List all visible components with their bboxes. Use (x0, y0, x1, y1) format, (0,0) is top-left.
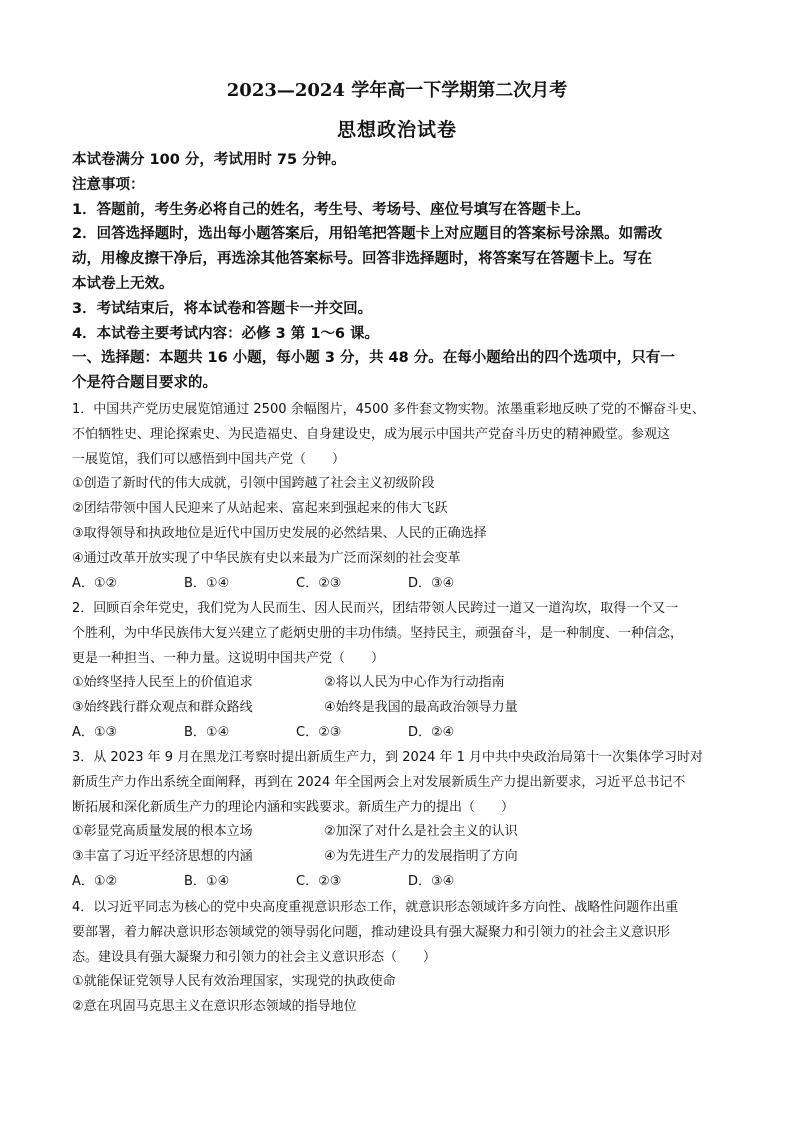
question-3 (72, 746, 732, 895)
question-4 (72, 896, 732, 1020)
question-2-stem-line-2: 个胜利，为中华民族伟大复兴建立了彪炳史册的丰功伟绩。坚持民主，顽强奋斗，是一种制度、一种信念， (72, 625, 684, 641)
choice-d: D．②④ (408, 724, 455, 740)
choice-c: C．②③ (296, 873, 342, 889)
question-3-statements-row-1 (72, 820, 732, 845)
question-4-stem-line-2: 要部署，着力解决意识形态领域党的领导弱化问题，推动建设具有强大凝聚力和引领力的社会主义意识形 (72, 924, 671, 940)
choice-b: B．①④ (184, 873, 230, 889)
score-time-note: 本试卷满分 100 分，考试用时 75 分钟。 (72, 152, 346, 168)
question-1-choices (72, 572, 732, 597)
question-3-statement-2: ②加深了对什么是社会主义的认识 (324, 824, 518, 840)
question-4-stem-line-3: 态。建设具有强大凝聚力和引领力的社会主义意识形态（ ） (72, 949, 437, 965)
choice-c: C．②③ (296, 724, 342, 740)
question-3-stem-line-1: 3．从 2023 年 9 月在黑龙江考察时提出新质生产力，到 2024 年 1 月中共中央政治局第十一次集体学习时对 (72, 750, 704, 765)
notice-heading: 注意事项： (72, 176, 145, 193)
question-3-statement-1: ①彰显党高质量发展的根本立场 (72, 824, 253, 840)
choice-c: C．②③ (296, 575, 342, 591)
question-3-statement-4: ④为先进生产力的发展指明了方向 (324, 849, 518, 865)
question-1-statement-4: ④通过改革开放实现了中华民族有史以来最为广泛而深刻的社会变革 (72, 550, 461, 566)
question-4-stem-line-1: 4．以习近平同志为核心的党中央高度重视意识形态工作，就意识形态领域许多方向性、战略性问题作出重 (72, 900, 679, 915)
choice-a: A．①② (72, 575, 118, 591)
exam-title: 2023—2024 学年高一下学期第二次月考 (226, 80, 568, 101)
question-4-statement-2: ②意在巩固马克思主义在意识形态领域的指导地位 (72, 999, 357, 1015)
question-3-statement-3: ③丰富了习近平经济思想的内涵 (72, 849, 253, 865)
choice-b: B．①④ (184, 575, 230, 591)
question-3-stem-line-3: 断拓展和深化新质生产力的理论内涵和实践要求。新质生产力的提出（ ） (72, 799, 515, 815)
notice-item-3: 3．考试结束后，将本试卷和答题卡一并交回。 (72, 300, 373, 317)
question-2-choices (72, 721, 732, 746)
choice-a: A．①② (72, 873, 118, 889)
question-1 (72, 398, 732, 596)
notice-item-2-line-1: 2．回答选择题时，选出每小题答案后，用铅笔把答题卡上对应题目的答案标号涂黑。如需改 (72, 226, 663, 243)
question-1-statement-2: ②团结带领中国人民迎来了从站起来、富起来到强起来的伟大飞跃 (72, 501, 448, 517)
notice-item-2-line-2: 动，用橡皮擦干净后，再选涂其他答案标号。回答非选择题时，将答案写在答题卡上。写在 (72, 251, 652, 268)
question-1-stem-line-3: 一展览馆，我们可以感悟到中国共产党（ ） (72, 451, 346, 467)
question-2-statement-4: ④始终是我国的最高政治领导力量 (324, 700, 518, 716)
question-1-stem-line-2: 不怕牺牲史、理论探索史、为民造福史、自身建设史，成为展示中国共产党奋斗历史的精神殿堂。参观这 (72, 426, 671, 442)
notice-section (72, 148, 732, 396)
question-2-statement-1: ①始终坚持人民至上的价值追求 (72, 675, 253, 691)
question-2-stem-line-3: 更是一种担当、一种力量。这说明中国共产党（ ） (72, 650, 385, 666)
choice-a: A．①③ (72, 724, 118, 740)
choice-d: D．③④ (408, 873, 455, 889)
notice-item-2-line-3: 本试卷上无效。 (72, 275, 174, 292)
section-heading-line-2: 个是符合题目要求的。 (72, 375, 217, 392)
question-1-statement-3: ③取得领导和执政地位是近代中国历史发展的必然结果、人民的正确选择 (72, 525, 487, 541)
question-2 (72, 597, 732, 746)
question-2-statements-row-2 (72, 696, 732, 721)
notice-item-1: 1．答题前，考生务必将自己的姓名，考生号、考场号、座位号填写在答题卡上。 (72, 201, 590, 218)
question-3-statements-row-2 (72, 845, 732, 870)
question-2-stem-line-1: 2．回顾百余年党史，我们党为人民而生、因人民而兴，团结带领人民跨过一道又一道沟坎，取得一个又一 (72, 601, 679, 616)
choice-b: B．①④ (184, 724, 230, 740)
question-1-statement-1: ①创造了新时代的伟大成就，引领中国跨越了社会主义初级阶段 (72, 476, 435, 492)
question-2-statement-3: ③始终践行群众观点和群众路线 (72, 700, 253, 716)
question-4-statement-1: ①就能保证党领导人民有效治理国家，实现党的执政使命 (72, 974, 396, 990)
exam-subtitle: 思想政治试卷 (336, 119, 457, 141)
question-1-stem-line-1: 1．中国共产党历史展览馆通过 2500 余幅图片，4500 多件套文物实物。浓墨重彩地反映了党的不懈奋斗史、 (72, 402, 705, 417)
choice-d: D．③④ (408, 575, 455, 591)
question-3-stem-line-2: 新质生产力作出系统全面阐释，再到在 2024 年全国两会上对发展新质生产力提出新要求，习近平总书记不 (72, 774, 686, 790)
question-2-statement-2: ②将以人民为中心作为行动指南 (324, 675, 505, 691)
question-2-statements-row-1 (72, 671, 732, 696)
section-heading-line-1: 一、选择题：本题共 16 小题，每小题 3 分，共 48 分。在每小题给出的四个选项中，只有一 (72, 350, 675, 367)
notice-item-4: 4．本试卷主要考试内容：必修 3 第 1～6 课。 (72, 325, 380, 342)
question-3-choices (72, 870, 732, 895)
